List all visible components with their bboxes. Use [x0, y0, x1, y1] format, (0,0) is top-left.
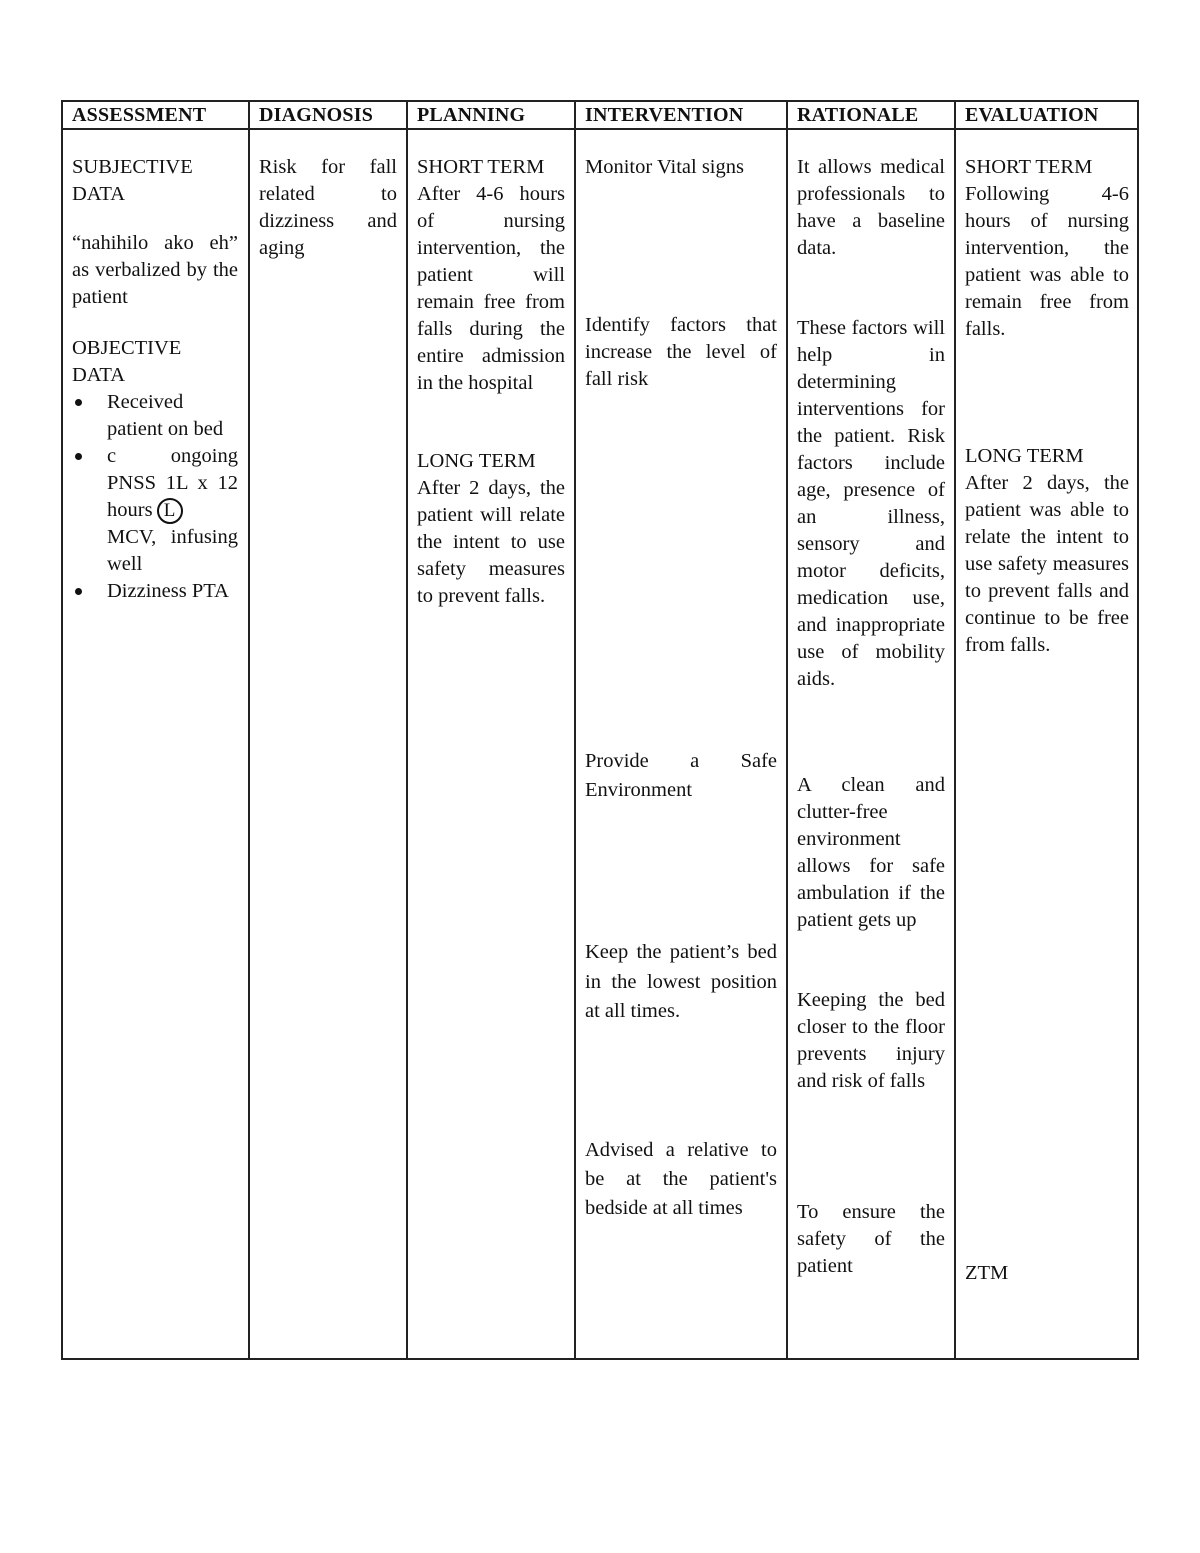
header-rationale: RATIONALE [797, 104, 919, 126]
evaluation-column [965, 154, 1129, 1358]
planning-short-text: After 4-6 hours of nursing intervention, the patient will remain free from falls during the entire admission in the hospital [417, 183, 565, 394]
planning-short-title: SHORT TERM [417, 156, 545, 178]
rationale-item: A clean and clutter-free environment allows for safe ambulation if the patient gets up [797, 774, 945, 931]
diagnosis-column [259, 154, 397, 262]
header-diagnosis: DIAGNOSIS [259, 104, 374, 126]
header-evaluation: EVALUATION [965, 104, 1099, 126]
column-divider [954, 102, 956, 1358]
intervention-column [585, 154, 777, 1358]
rationale-item: Keeping the bed closer to the floor prevents injury and risk of falls [797, 989, 945, 1092]
header-intervention: INTERVENTION [585, 104, 744, 126]
evaluation-short-text: Following 4-6 hours of nursing intervention, the patient was able to remain free from falls. [965, 183, 1129, 340]
planning-column [417, 154, 565, 610]
header-planning: PLANNING [417, 104, 526, 126]
evaluation-long-text: After 2 days, the patient was able to relate the intent to use safety measures to prevent falls and continue to be free from falls. [965, 472, 1129, 656]
objective-title: OBJECTIVE DATA [72, 337, 182, 386]
column-divider [786, 102, 788, 1358]
list-item: MCV, infusing well [107, 526, 238, 576]
intervention-item: Provide a Safe Environment [585, 750, 777, 801]
intervention-item: Monitor Vital signs [585, 156, 744, 178]
rationale-item: It allows medical professionals to have a baseline data. [797, 156, 945, 259]
objective-list [72, 389, 238, 605]
evaluation-long-block [965, 443, 1129, 659]
subjective-title: SUBJECTIVE DATA [72, 156, 193, 205]
subjective-text: “nahihilo ako eh” as verbalized by the patient [72, 232, 238, 308]
list-item: Dizziness PTA [72, 578, 238, 605]
column-divider [406, 102, 408, 1358]
evaluation-short-block [965, 154, 1129, 343]
rationale-item: These factors will help in determining interventions for the patient. Risk factors include age, presence of an illness, sensory and motor deficits, medication use, and inappropriate use of mobility aids. [797, 317, 945, 690]
evaluation-short-title: SHORT TERM [965, 156, 1093, 178]
assessment-column [72, 154, 238, 605]
evaluator-signature: ZTM [965, 1262, 1009, 1284]
intervention-item: Advised a relative to be at the patient's bedside at all times [585, 1139, 777, 1219]
column-divider [574, 102, 576, 1358]
list-item: Received patient on bed [72, 389, 238, 443]
diagnosis-text: Risk for fall related to dizziness and aging [259, 156, 397, 259]
header-assessment: ASSESSMENT [72, 104, 207, 126]
circled-l-mark: L [157, 498, 183, 524]
intervention-item: Identify factors that increase the level of fall risk [585, 314, 777, 390]
column-divider [248, 102, 250, 1358]
rationale-item: To ensure the safety of the patient [797, 1201, 945, 1277]
rationale-column [797, 154, 945, 1358]
planning-long-text: After 2 days, the patient will relate the intent to use safety measures to prevent falls. [417, 477, 565, 607]
care-plan-table [61, 100, 1139, 1360]
evaluation-long-title: LONG TERM [965, 445, 1084, 467]
intervention-item: Keep the patient’s bed in the lowest position at all times. [585, 941, 777, 1022]
planning-long-title: LONG TERM [417, 450, 536, 472]
list-item: c ongoing PNSS 1L x 12 hours L [72, 443, 238, 524]
